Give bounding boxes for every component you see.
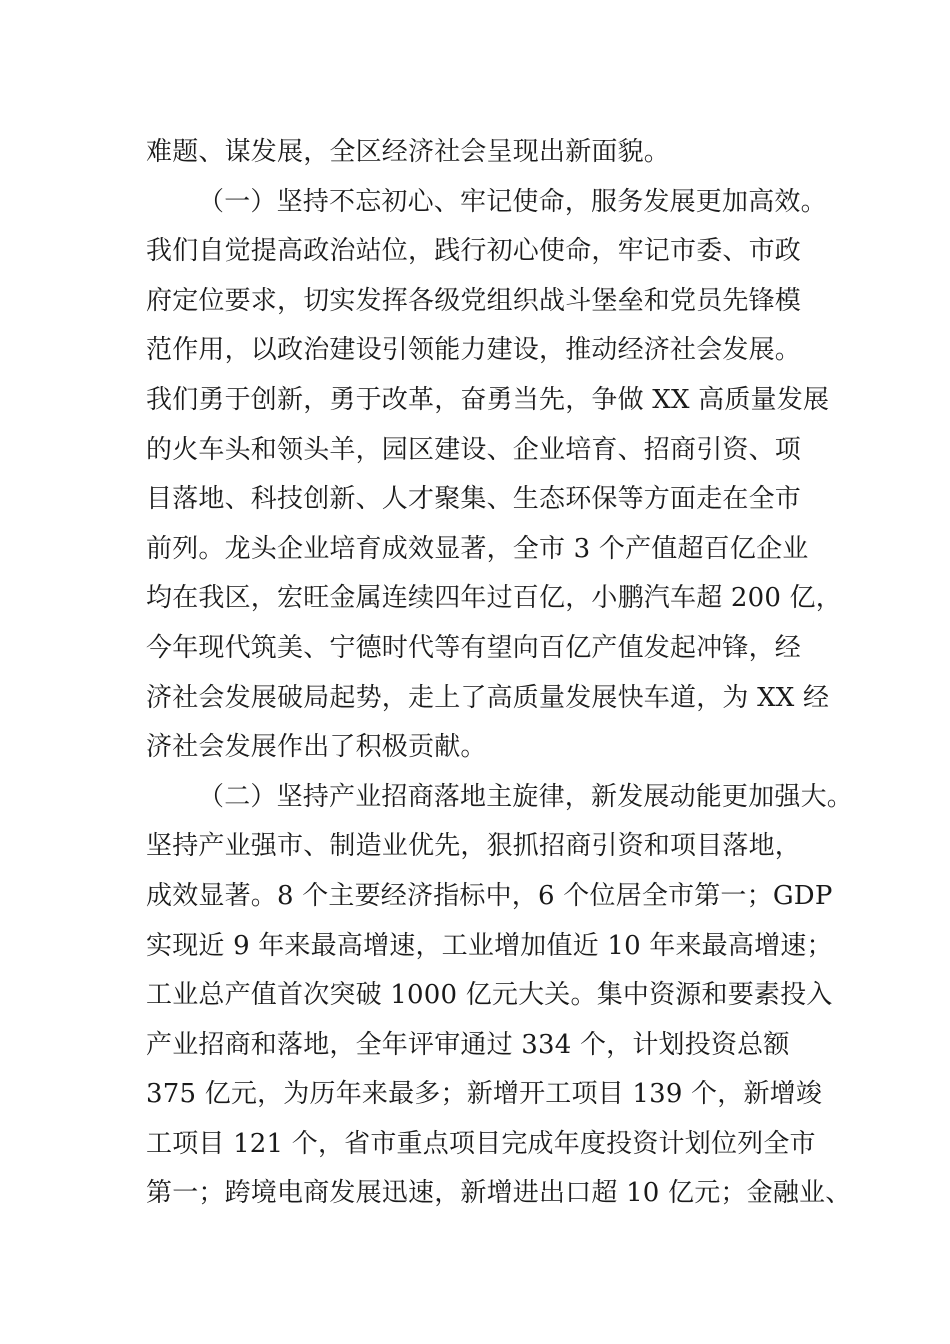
section-heading-1: （一）坚持不忘初心、牢记使命，服务发展更加高效。 (198, 186, 827, 217)
text-line: 难题、谋发展，全区经济社会呈现出新面貌。 (146, 137, 671, 167)
text-line: 今年现代筑美、宁德时代等有望向百亿产值发起冲锋，经 (146, 632, 802, 663)
text-line: 济社会发展破局起势，走上了高质量发展快车道，为 XX 经 (146, 682, 830, 713)
text-line: 工业总产值首次突破 1000 亿元大关。集中资源和要素投入 (146, 980, 833, 1011)
text-line: 济社会发展作出了积极贡献。 (146, 732, 487, 763)
text-line: 我们自觉提高政治站位，践行初心使命，牢记市委、市政 (146, 236, 802, 267)
text-line: 产业招商和落地，全年评审通过 334 个，计划投资总额 (146, 1029, 790, 1060)
text-line: 375 亿元，为历年来最多；新增开工项目 139 个，新增竣 (146, 1079, 823, 1110)
text-line: 工项目 121 个，省市重点项目完成年度投资计划位列全市 (146, 1128, 816, 1159)
text-line: 均在我区，宏旺金属连续四年过百亿，小鹏汽车超 200 亿， (146, 583, 842, 614)
text-line: 成效显著。8 个主要经济指标中，6 个位居全市第一；GDP (146, 880, 833, 911)
text-line: 第一；跨境电商发展迅速，新增进出口超 10 亿元；金融业、 (146, 1178, 852, 1209)
text-line: 我们勇于创新，勇于改革，奋勇当先，争做 XX 高质量发展 (146, 384, 830, 415)
text-line: 坚持产业强市、制造业优先，狠抓招商引资和项目落地， (146, 831, 802, 862)
body-text (146, 128, 854, 1219)
text-line: 范作用，以政治建设引领能力建设，推动经济社会发展。 (146, 335, 802, 366)
text-line: 前列。龙头企业培育成效显著，全市 3 个产值超百亿企业 (146, 533, 809, 564)
text-line: 目落地、科技创新、人才聚集、生态环保等方面走在全市 (146, 484, 802, 515)
text-line: 实现近 9 年来最高增速，工业增加值近 10 年来最高增速； (146, 930, 833, 961)
text-line: 的火车头和领头羊，园区建设、企业培育、招商引资、项 (146, 434, 802, 465)
text-line: 府定位要求，切实发挥各级党组织战斗堡垒和党员先锋模 (146, 285, 802, 316)
section-heading-2: （二）坚持产业招商落地主旋律，新发展动能更加强大。 (198, 781, 854, 812)
